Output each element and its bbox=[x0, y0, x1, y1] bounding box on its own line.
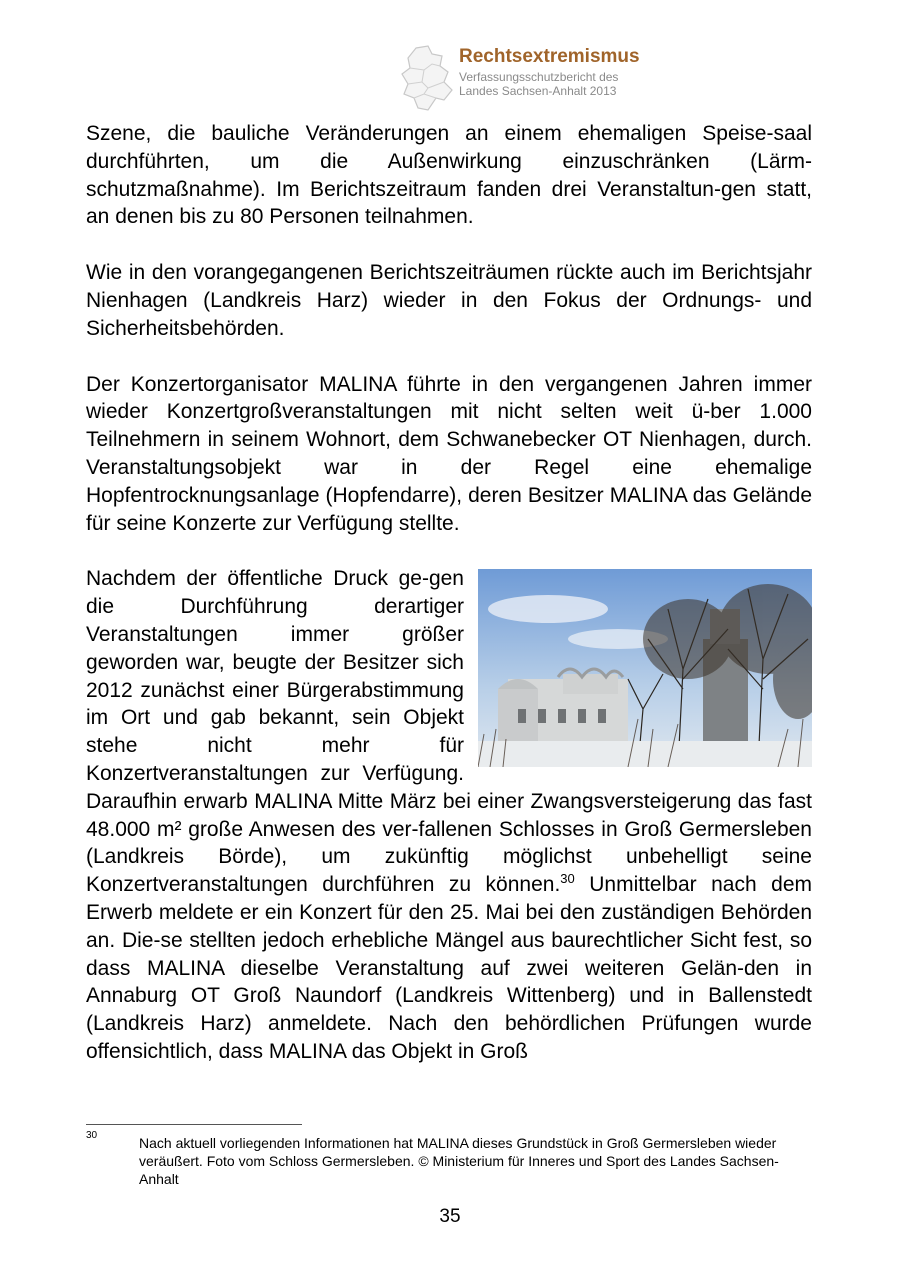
header-subtitle-line2: Landes Sachsen-Anhalt 2013 bbox=[459, 84, 617, 98]
page-header bbox=[398, 44, 718, 114]
saxony-anhalt-map-icon bbox=[398, 44, 454, 114]
paragraph-4-part2: Unmittelbar nach dem Erwerb meldete er ein Konzert für den 25. Mai bei den zuständigen Behörden an. Die-se stellten jedoch erhebliche Mängel aus baurechtlicher Sicht fest, so dass MALINA dieselbe Veranstaltung auf zwei weiteren Gelän-den in Annaburg OT Groß Naundorf (Landkreis Wittenberg) und in Ballenstedt (Landkreis Harz) anmeldete. Nach den behördlichen Prüfungen wurde offensichtlich, dass MALINA das Objekt in Groß bbox=[86, 873, 812, 1063]
header-subtitle-line1: Verfassungsschutzbericht des bbox=[459, 70, 619, 84]
footnote-number: 30 bbox=[86, 1130, 98, 1141]
paragraph-4-block bbox=[86, 565, 812, 1065]
main-text bbox=[86, 120, 812, 1066]
paragraph-4-part1: Nachdem der öffentliche Druck ge-gen die Durchführung derartiger Veranstaltungen immer größer geworden war, beugte der Besitzer sich 2012 zunächst einer Bürgerabstimmung im Ort und gab bekannt, sein Objekt stehe nicht mehr für Konzertveranstaltungen zur Verfügung. Daraufhin erwarb MALINA Mitte März bei einer Zwangsversteigerung das fast 48.000 m² große Anwesen des ver-fallenen Schlosses in Groß Germersleben (Landkreis Börde), um zukünftig möglichst unbehelligt seine Konzertveranstaltungen durchführen zu können. bbox=[86, 567, 812, 897]
header-title: Rechtsextremismus bbox=[459, 46, 640, 67]
castle-photo bbox=[478, 569, 812, 771]
page-number: 35 bbox=[439, 1206, 461, 1227]
paragraph-1: Szene, die bauliche Veränderungen an einem ehemaligen Speise-saal durchführten, um die Außenwirkung einzuschränken (Lärm-schutzmaßnahme). Im Berichtszeitraum fanden drei Veranstaltun-gen statt, an denen bis zu 80 Personen teilnahmen. bbox=[86, 122, 812, 229]
paragraph-2: Wie in den vorangegangenen Berichtszeiträumen rückte auch im Berichtsjahr Nienhagen (Landkreis Harz) wieder in den Fokus der Ordnungs- und Sicherheitsbehörden. bbox=[86, 261, 812, 340]
paragraph-3: Der Konzertorganisator MALINA führte in den vergangenen Jahren immer wieder Konzertgroßveranstaltungen mit nicht selten weit ü-ber 1.000 Teilnehmern in seinem Wohnort, dem Schwanebecker OT Nienhagen, durch. Veranstaltungsobjekt war in der Regel eine ehemalige Hopfentrocknungsanlage (Hopfendarre), deren Besitzer MALINA das Gelände für seine Konzerte zur Verfügung stellte. bbox=[86, 372, 812, 535]
footnote-reference[interactable]: 30 bbox=[560, 871, 575, 887]
footnote-text: Nach aktuell vorliegenden Informationen hat MALINA dieses Grundstück in Groß Germersleben wieder veräußert. Foto vom Schloss Germersleben. © Ministerium für Inneres und Sport des Landes Sachsen-Anhalt bbox=[139, 1135, 779, 1187]
castle-photo-image bbox=[478, 569, 812, 767]
footnote-divider bbox=[86, 1124, 302, 1125]
